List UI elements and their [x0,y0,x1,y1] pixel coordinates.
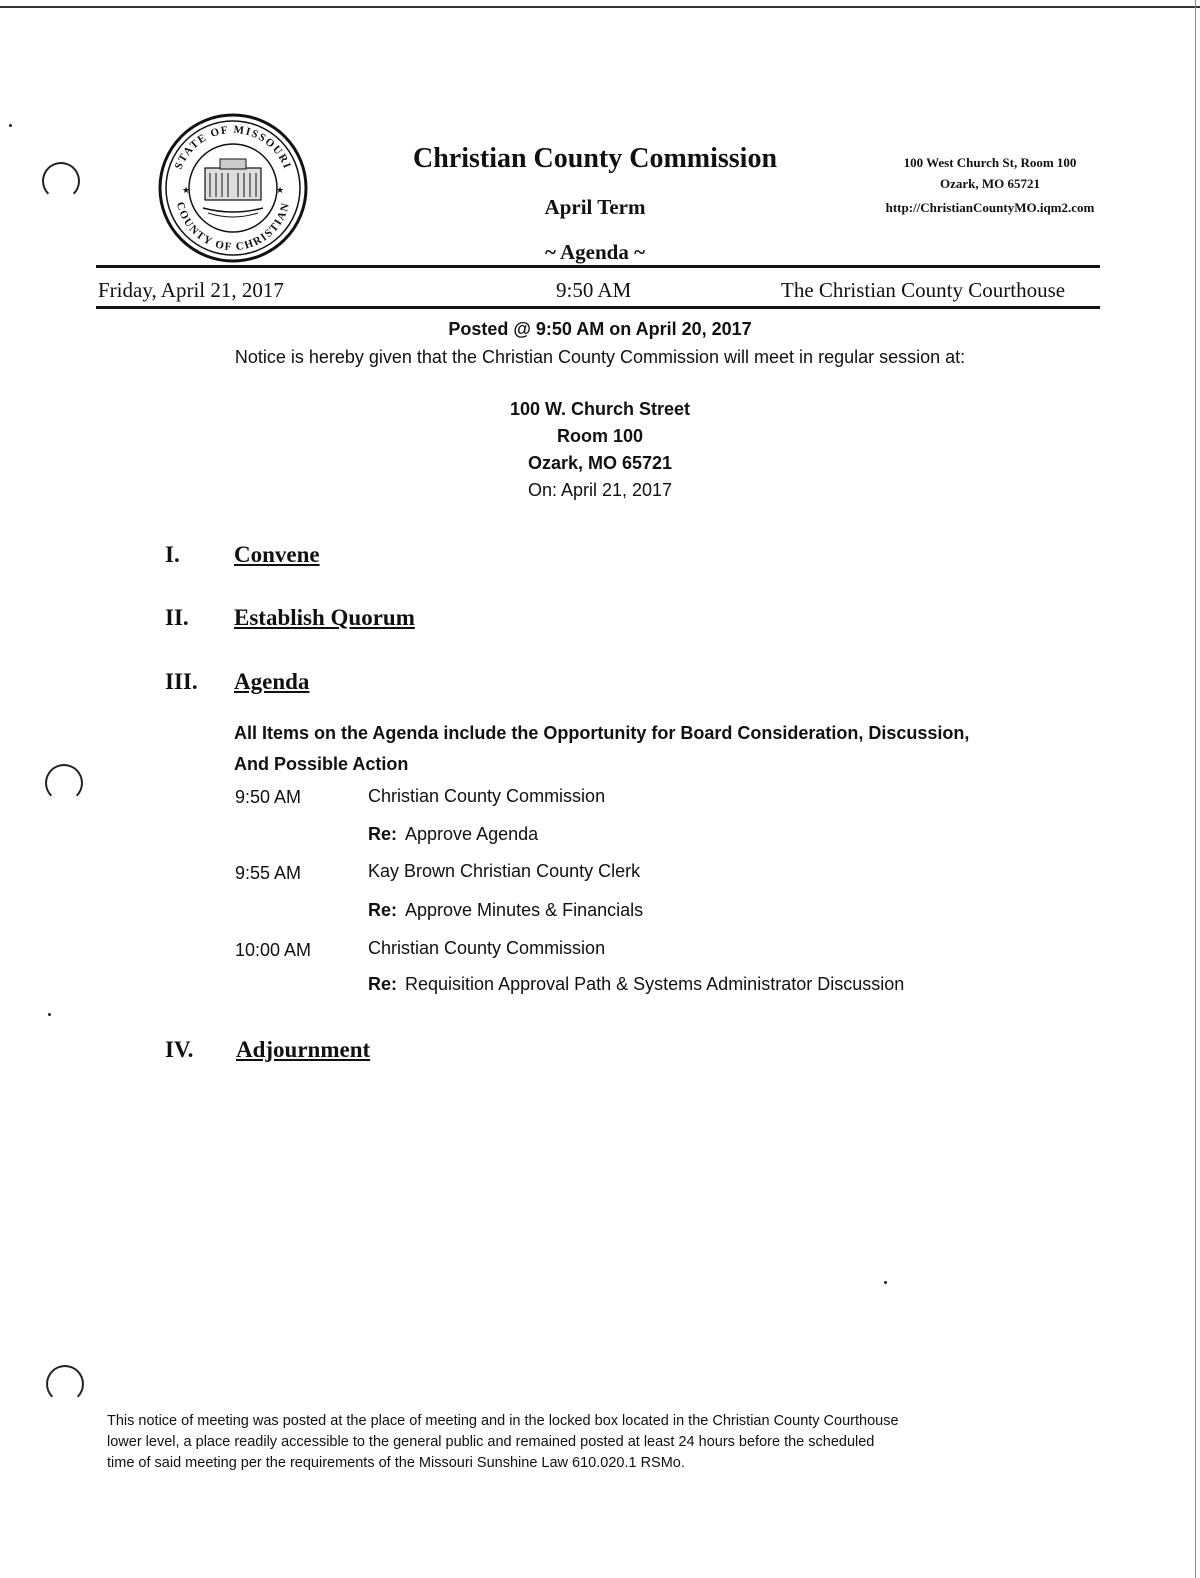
agenda-item-subject-text: Approve Minutes & Financials [405,900,644,920]
section-title-agenda: Agenda [234,669,310,694]
agenda-note-line-2: And Possible Action [234,754,409,774]
agenda-item-time: 9:50 AM [235,787,302,807]
posting-footer [107,1411,1067,1474]
agenda-subtitle: ~ Agenda ~ [544,240,646,264]
punch-hole-bottom [46,1365,84,1403]
scan-speck [884,1281,887,1284]
location-room: Room 100 [556,426,644,446]
section-title-establish-quorum: Establish Quorum [234,605,415,630]
meeting-date: Friday, April 21, 2017 [98,278,284,302]
location-date: On: April 21, 2017 [527,480,673,500]
agenda-note [234,718,1054,780]
location-city: Ozark, MO 65721 [527,453,673,473]
scan-speck [48,1013,51,1016]
agenda-item-subject [368,974,904,995]
agenda-item-presenter: Kay Brown Christian County Clerk [368,861,641,881]
scan-speck [9,124,12,127]
term-label: April Term [544,195,646,219]
website-link[interactable]: http://ChristianCountyMO.iqm2.com [885,200,1095,215]
footer-line-3: time of said meeting per the requirements of the Missouri Sunshine Law 610.020.1 RSMo. [107,1455,685,1471]
agenda-note-line-1: All Items on the Agenda include the Opportunity for Board Consideration, Discussion, [234,723,970,743]
scan-right-edge [1195,0,1196,1578]
agenda-item-subject-text: Requisition Approval Path & Systems Administrator Discussion [405,974,905,994]
address-line-2: Ozark, MO 65721 [939,176,1040,191]
location-street: 100 W. Church Street [509,399,691,419]
county-seal-logo [158,113,308,263]
punch-hole-middle [45,764,83,802]
address-line-1: 100 West Church St, Room 100 [903,155,1077,170]
meeting-place: The Christian County Courthouse [781,278,1066,302]
agenda-item-subject-text: Approve Agenda [405,824,539,844]
agenda-item-time: 9:55 AM [235,863,302,883]
footer-line-1: This notice of meeting was posted at the place of meeting and in the locked box located in the Christian County Courthouse [107,1413,899,1429]
section-number: IV. [165,1037,194,1062]
section-title-convene: Convene [234,542,320,567]
header-rule-top [96,265,1100,268]
agenda-item-time: 10:00 AM [235,940,312,960]
section-number: II. [165,605,189,630]
notice-text: Notice is hereby given that the Christian County Commission will meet in regular session at: [234,347,966,367]
agenda-item-subject [368,824,538,845]
section-number: III. [165,669,198,694]
punch-hole-top [42,162,80,200]
re-label: Re: [368,824,398,844]
section-number: I. [165,542,180,567]
svg-text:COUNTY OF CHRISTIAN: COUNTY OF CHRISTIAN [173,200,293,254]
agenda-item-presenter: Christian County Commission [368,786,606,806]
agenda-item-subject [368,900,643,921]
scan-top-edge [0,6,1200,8]
header-rule-bottom [96,306,1100,309]
svg-text:★: ★ [276,185,285,195]
re-label: Re: [368,974,398,994]
re-label: Re: [368,900,398,920]
posted-notice: Posted @ 9:50 AM on April 20, 2017 [448,319,752,339]
svg-text:★: ★ [182,185,191,195]
commission-title: Christian County Commission [412,143,778,174]
section-title-adjournment: Adjournment [236,1037,371,1062]
svg-text:STATE OF MISSOURI: STATE OF MISSOURI [172,123,294,172]
agenda-item-presenter: Christian County Commission [368,938,606,958]
meeting-time: 9:50 AM [556,278,632,302]
footer-line-2: lower level, a place readily accessible to the general public and remained posted at least 24 hours before the scheduled [107,1434,875,1450]
